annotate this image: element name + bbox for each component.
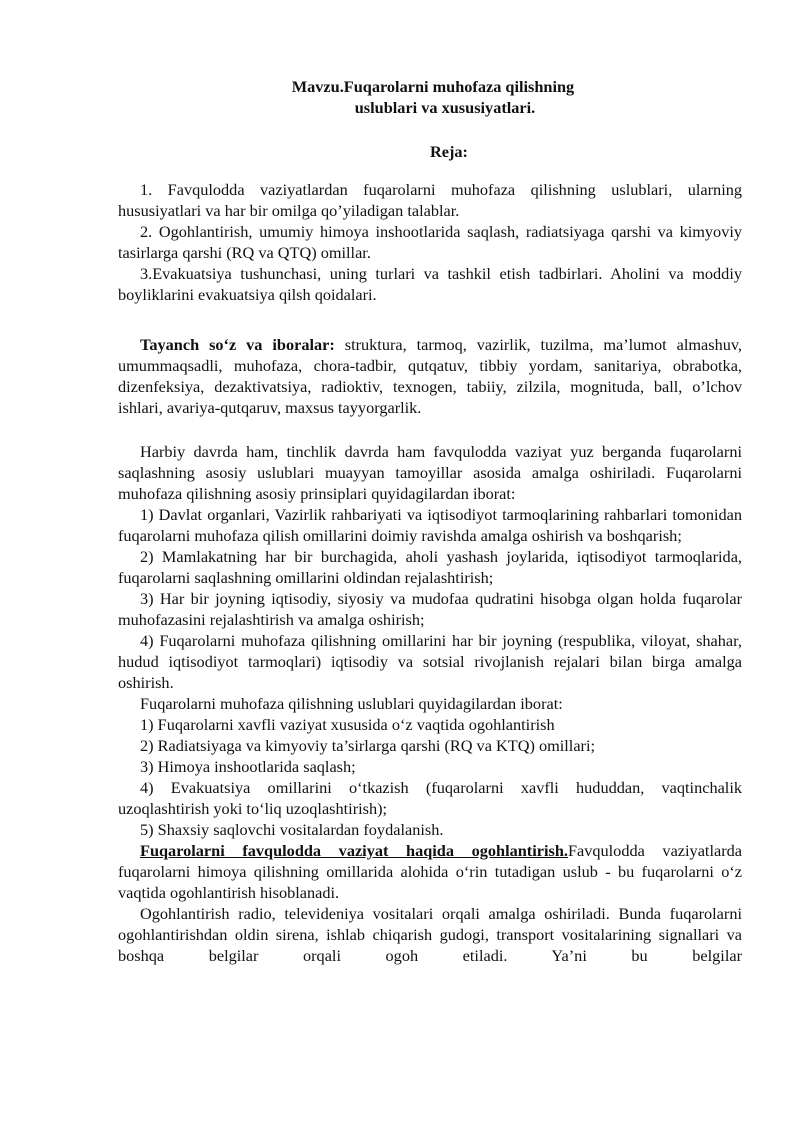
intro-paragraph: Harbiy davrda ham, tinchlik davrda ham favqulodda vaziyat yuz berganda fuqarolarni saqlashning asosiy uslublari muayyan tamoyillar asosida amalga oshiriladi. Fuqarolarni muhofaza qilishning asosiy prinsiplari quyidagilardan iborat: <box>118 442 742 503</box>
title-line-1: Mavzu.Fuqarolarni muhofaza qilishning <box>291 77 575 96</box>
principle-item: 2) Mamlakatning har bir burchagida, aholi yashash joylarida, iqtisodiyot tarmoqlarida, fuqarolarni saqlashning omillarini oldindan rejalashtirish; <box>118 547 742 587</box>
warning-heading: Fuqarolarni favqulodda vaziyat haqida ogohlantirish. <box>140 841 568 860</box>
methods-intro: Fuqarolarni muhofaza qilishning uslublari quyidagilardan iborat: <box>140 694 563 713</box>
plan-item: 1. Favqulodda vaziyatlardan fuqarolarni muhofaza qilishning uslublari, ularning hususiyatlari va har bir omilga qo’yiladigan talablar. <box>118 180 742 220</box>
plan-item: 3.Evakuatsiya tushunchasi, uning turlari va tashkil etish tadbirlari. Aholini va moddiy boyliklarini evakuatsiya qilsh qoidalari. <box>118 264 742 304</box>
document-page <box>118 76 742 966</box>
method-item: 4) Evakuatsiya omillarini o‘tkazish (fuqarolarni xavfli hududdan, vaqtinchalik uzoqlashtirish yoki to‘liq uzoqlashtirish); <box>118 778 742 818</box>
principle-item: 3) Har bir joyning iqtisodiy, siyosiy va mudofaa qudratini hisobga olgan holda fuqarolar muhofazasini rejalashtirish va amalga oshirish; <box>118 589 742 629</box>
keywords-text: struktura, tarmoq, vazirlik, tuzilma, ma’lumot almashuv, umummaqsadli, muhofaza, chora-tadbir, qutqatuv, tibbiy yordam, sanitariya, obrabotka, dizenfeksiya, dezaktivatsiya, radioktiv, texnogen, tabiiy, zilzila, mognituda, ball, o’lchov ishlari, avariya-qutqaruv, maxsus tayyorgarlik. <box>118 335 743 417</box>
title-line-2: uslublari va xususiyatlari. <box>354 98 536 117</box>
plan-item: 2. Ogohlantirish, umumiy himoya inshootlarida saqlash, radiatsiyaga qarshi va kimyoviy tasirlarga qarshi (RQ va QTQ) omillar. <box>118 222 742 262</box>
document-title <box>118 76 742 118</box>
plan-heading: Reja: <box>430 142 468 161</box>
warning-paragraph <box>118 840 742 903</box>
method-item: 1) Fuqarolarni xavfli vaziyat xususida o‘z vaqtida ogohlantirish <box>140 715 555 734</box>
method-item: 2) Radiatsiyaga va kimyoviy ta’sirlarga qarshi (RQ va KTQ) omillari; <box>140 736 596 755</box>
plan-list <box>118 179 742 305</box>
principle-item: 4) Fuqarolarni muhofaza qilishning omillarini har bir joyning (respublika, viloyat, shahar, hudud iqtisodiyot tarmoqlari) iqtisodiy va sotsial rivojlanish rejalari bilan birga amalga oshirish. <box>118 631 742 692</box>
keywords-paragraph <box>118 334 742 418</box>
last-paragraph: Ogohlantirish radio, televideniya vositalari orqali amalga oshiriladi. Bunda fuqarolarni ogohlantirishdan oldin sirena, ishlab chiqarish gudogi, transport vositalarining signallari va boshqa belgilar orqali ogoh etiladi. Ya’ni bu belgilar <box>118 904 742 965</box>
method-item: 3) Himoya inshootlarida saqlash; <box>140 757 356 776</box>
warning-text: Favqulodda vaziyatlarda fuqarolarni himoya qilishning omillarida alohida o‘rin tutadigan uslub - bu fuqarolarni o‘z vaqtida ogohlantirish hisoblanadi. <box>118 841 742 902</box>
keywords-label: Tayanch so‘z va iboralar: <box>140 335 335 354</box>
method-item: 5) Shaxsiy saqlovchi vositalardan foydalanish. <box>140 820 444 839</box>
principle-item: 1) Davlat organlari, Vazirlik rahbariyati va iqtisodiyot tarmoqlarining rahbarlari tomonidan fuqarolarni muhofaza qilish omillarini doimiy ravishda amalga oshirish va boshqarish; <box>118 505 742 545</box>
